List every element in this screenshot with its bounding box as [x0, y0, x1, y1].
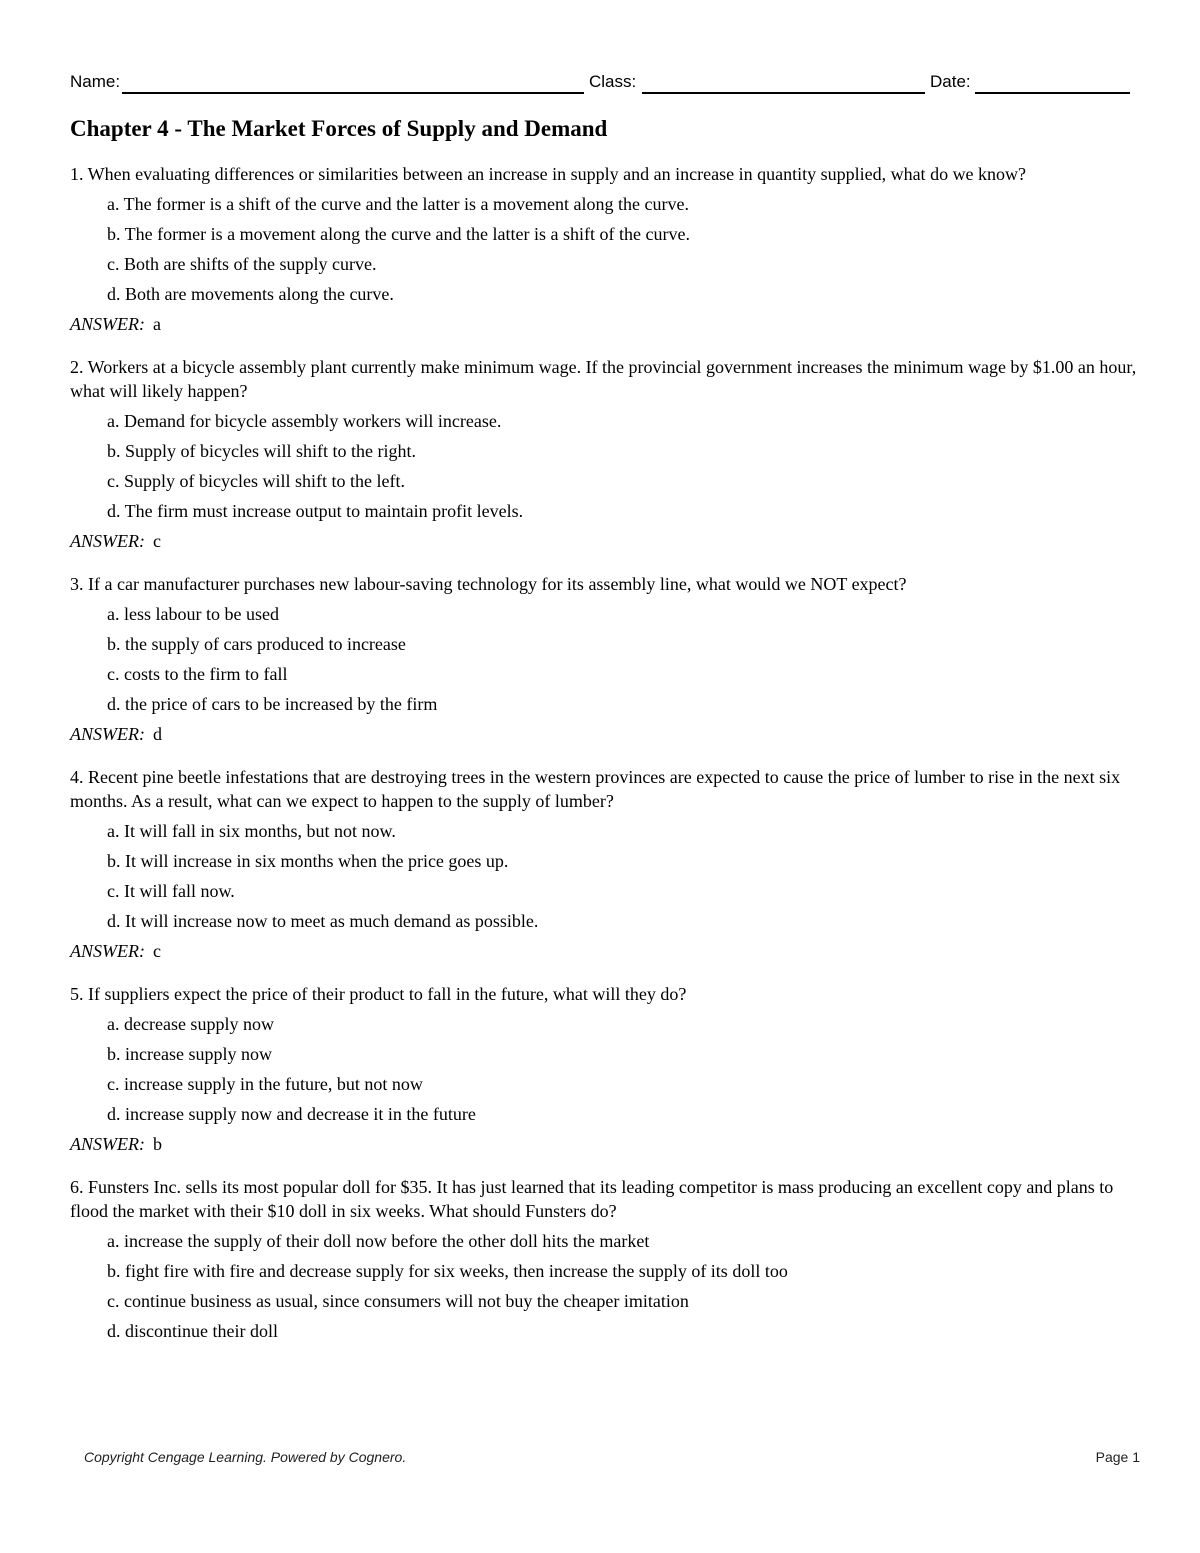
choice-d: d. Both are movements along the curve.: [107, 284, 394, 304]
name-label: Name:: [70, 72, 121, 91]
question-4: [70, 765, 1140, 963]
question-stem: 1. When evaluating differences or similarities between an increase in supply and an increase in quantity supplied, what do we know?: [70, 164, 1027, 184]
date-label: Date:: [930, 72, 971, 91]
answer-label: ANSWER:: [70, 1134, 145, 1154]
copyright-notice: Copyright Cengage Learning. Powered by Cognero.: [84, 1449, 407, 1465]
choice-c: c. It will fall now.: [107, 881, 235, 901]
question-6: [70, 1175, 1140, 1343]
choice-b: b. increase supply now: [107, 1044, 272, 1064]
choice-d: d. increase supply now and decrease it in the future: [107, 1104, 476, 1124]
choice-b: b. fight fire with fire and decrease supply for six weeks, then increase the supply of its doll too: [107, 1261, 788, 1281]
choice-b: b. The former is a movement along the curve and the latter is a shift of the curve.: [107, 224, 690, 244]
choice-c: c. increase supply in the future, but not now: [107, 1074, 423, 1094]
answer-line: [70, 312, 1140, 336]
question-1: [70, 162, 1140, 336]
choice-b: b. Supply of bicycles will shift to the right.: [107, 441, 416, 461]
answer-label: ANSWER:: [70, 314, 145, 334]
date-field-line[interactable]: [975, 92, 1130, 94]
question-5: [70, 982, 1140, 1156]
name-field-line[interactable]: [122, 92, 584, 94]
answer-line: [70, 1132, 1140, 1156]
chapter-title: Chapter 4 - The Market Forces of Supply and Demand: [70, 116, 608, 141]
choice-a: a. increase the supply of their doll now before the other doll hits the market: [107, 1231, 650, 1251]
answer-value: c: [152, 941, 161, 961]
answer-label: ANSWER:: [70, 531, 145, 551]
page-footer: [84, 1449, 1140, 1465]
question-stem: 3. If a car manufacturer purchases new labour-saving technology for its assembly line, what would we NOT expect?: [70, 574, 907, 594]
answer-line: [70, 939, 1140, 963]
choice-d: d. The firm must increase output to maintain profit levels.: [107, 501, 524, 521]
answer-label: ANSWER:: [70, 941, 145, 961]
choice-c: c. Both are shifts of the supply curve.: [107, 254, 377, 274]
choice-a: a. It will fall in six months, but not now.: [107, 821, 396, 841]
class-label: Class:: [589, 72, 637, 91]
class-field-line[interactable]: [642, 92, 925, 94]
question-2: [70, 355, 1140, 553]
choice-b: b. the supply of cars produced to increase: [107, 634, 406, 654]
answer-value: a: [152, 314, 161, 334]
answer-value: c: [152, 531, 161, 551]
choice-a: a. decrease supply now: [107, 1014, 274, 1034]
question-stem: 5. If suppliers expect the price of their product to fall in the future, what will they do?: [70, 984, 687, 1004]
answer-label: ANSWER:: [70, 724, 145, 744]
question-stem: 2. Workers at a bicycle assembly plant currently make minimum wage. If the provincial government increases the minimum wage by $1.00 an hour, what will likely happen?: [70, 357, 1137, 401]
page-number: Page 1: [1095, 1449, 1140, 1465]
header-fields: [70, 72, 1130, 96]
choice-d: d. the price of cars to be increased by the firm: [107, 694, 438, 714]
choice-d: d. It will increase now to meet as much demand as possible.: [107, 911, 539, 931]
question-list: [70, 162, 1140, 1362]
choice-c: c. Supply of bicycles will shift to the left.: [107, 471, 405, 491]
choice-a: a. less labour to be used: [107, 604, 279, 624]
answer-value: d: [152, 724, 162, 744]
choice-d: d. discontinue their doll: [107, 1321, 278, 1341]
answer-line: [70, 529, 1140, 553]
answer-value: b: [152, 1134, 162, 1154]
choice-a: a. The former is a shift of the curve and the latter is a movement along the curve.: [107, 194, 689, 214]
question-stem: 4. Recent pine beetle infestations that are destroying trees in the western provinces are expected to cause the price of lumber to rise in the next six months. As a result, what can we expect to happen to the supply of lumber?: [70, 767, 1121, 811]
choice-c: c. costs to the firm to fall: [107, 664, 288, 684]
choice-b: b. It will increase in six months when the price goes up.: [107, 851, 509, 871]
question-stem: 6. Funsters Inc. sells its most popular doll for $35. It has just learned that its leading competitor is mass producing an excellent copy and plans to flood the market with their $10 doll in six weeks. What should Funsters do?: [70, 1177, 1114, 1221]
choice-a: a. Demand for bicycle assembly workers will increase.: [107, 411, 502, 431]
question-3: [70, 572, 1140, 746]
answer-line: [70, 722, 1140, 746]
choice-c: c. continue business as usual, since consumers will not buy the cheaper imitation: [107, 1291, 689, 1311]
